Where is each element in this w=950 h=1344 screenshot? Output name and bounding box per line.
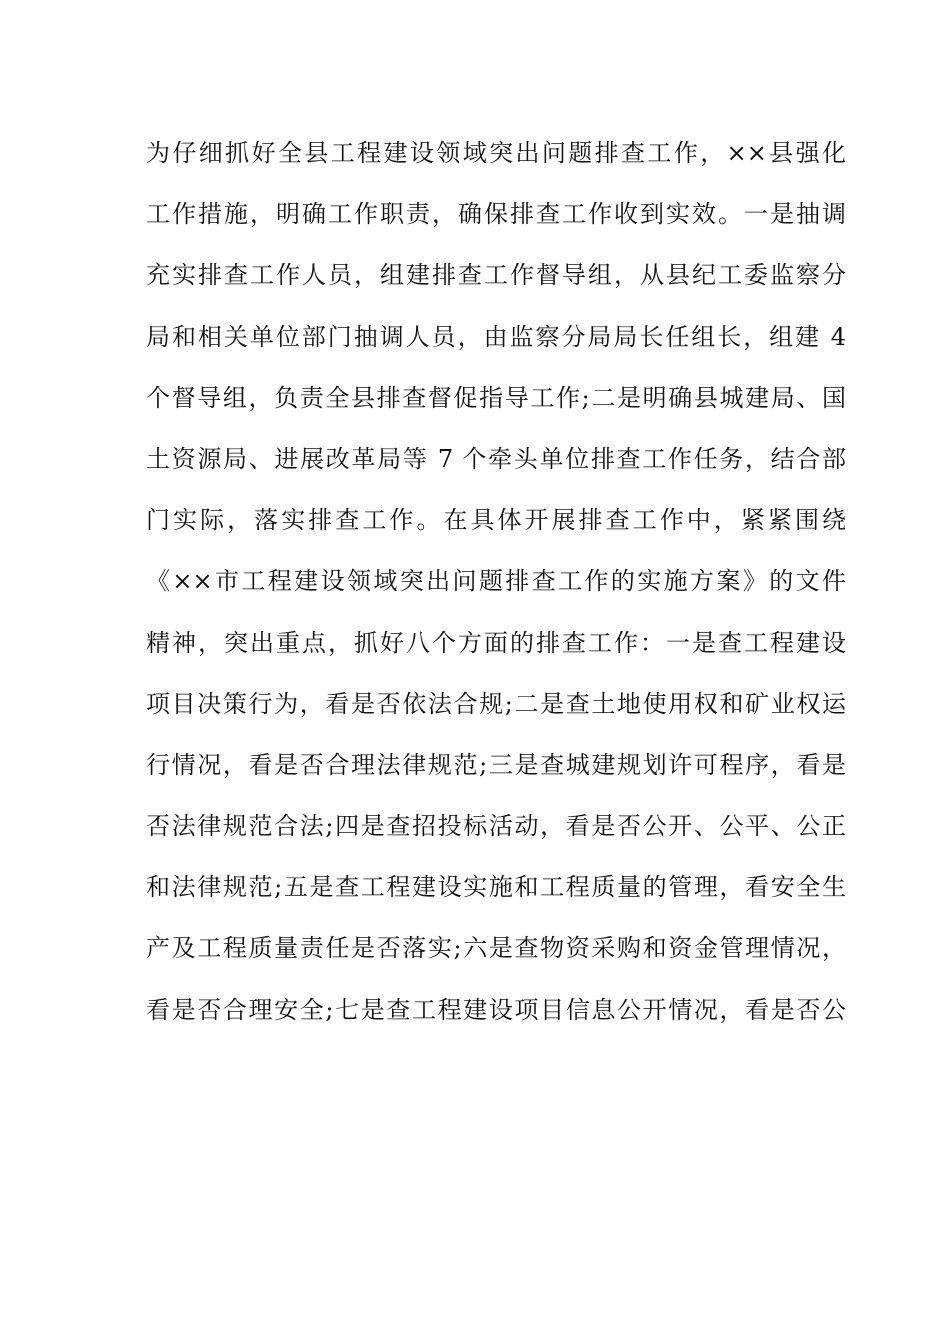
text-line: 个督导组，负责全县排查督促指导工作;二是明确县城建局、国 xyxy=(146,383,846,412)
text-line: 局和相关单位部门抽调人员，由监察分局局长任组长，组建 4 xyxy=(146,322,846,351)
text-line: 《××市工程建设领域突出问题排查工作的实施方案》的文件 xyxy=(146,567,846,596)
text-line: 充实排查工作人员，组建排查工作督导组，从县纪工委监察分 xyxy=(146,261,846,290)
text-line: 工作措施，明确工作职责，确保排查工作收到实效。一是抽调 xyxy=(146,200,846,229)
text-line: 否法律规范合法;四是查招投标活动，看是否公开、公平、公正 xyxy=(146,812,846,841)
text-line: 土资源局、进展改革局等 7 个牵头单位排查工作任务，结合部 xyxy=(146,444,846,473)
text-line: 产及工程质量责任是否落实;六是查物资采购和资金管理情况， xyxy=(146,934,846,963)
text-line: 门实际，落实排查工作。在具体开展排查工作中，紧紧围绕 xyxy=(146,506,846,535)
text-line: 看是否合理安全;七是查工程建设项目信息公开情况，看是否公 xyxy=(146,995,846,1024)
text-line: 为仔细抓好全县工程建设领域突出问题排查工作，××县强化 xyxy=(146,139,846,167)
text-line: 项目决策行为，看是否依法合规;二是查土地使用权和矿业权运 xyxy=(146,689,846,718)
text-line: 精神，突出重点，抓好八个方面的排查工作：一是查工程建设 xyxy=(146,628,846,657)
text-line: 行情况，看是否合理法律规范;三是查城建规划许可程序，看是 xyxy=(146,750,846,779)
body-text xyxy=(146,133,846,1051)
text-line: 和法律规范;五是查工程建设实施和工程质量的管理，看安全生 xyxy=(146,873,846,902)
